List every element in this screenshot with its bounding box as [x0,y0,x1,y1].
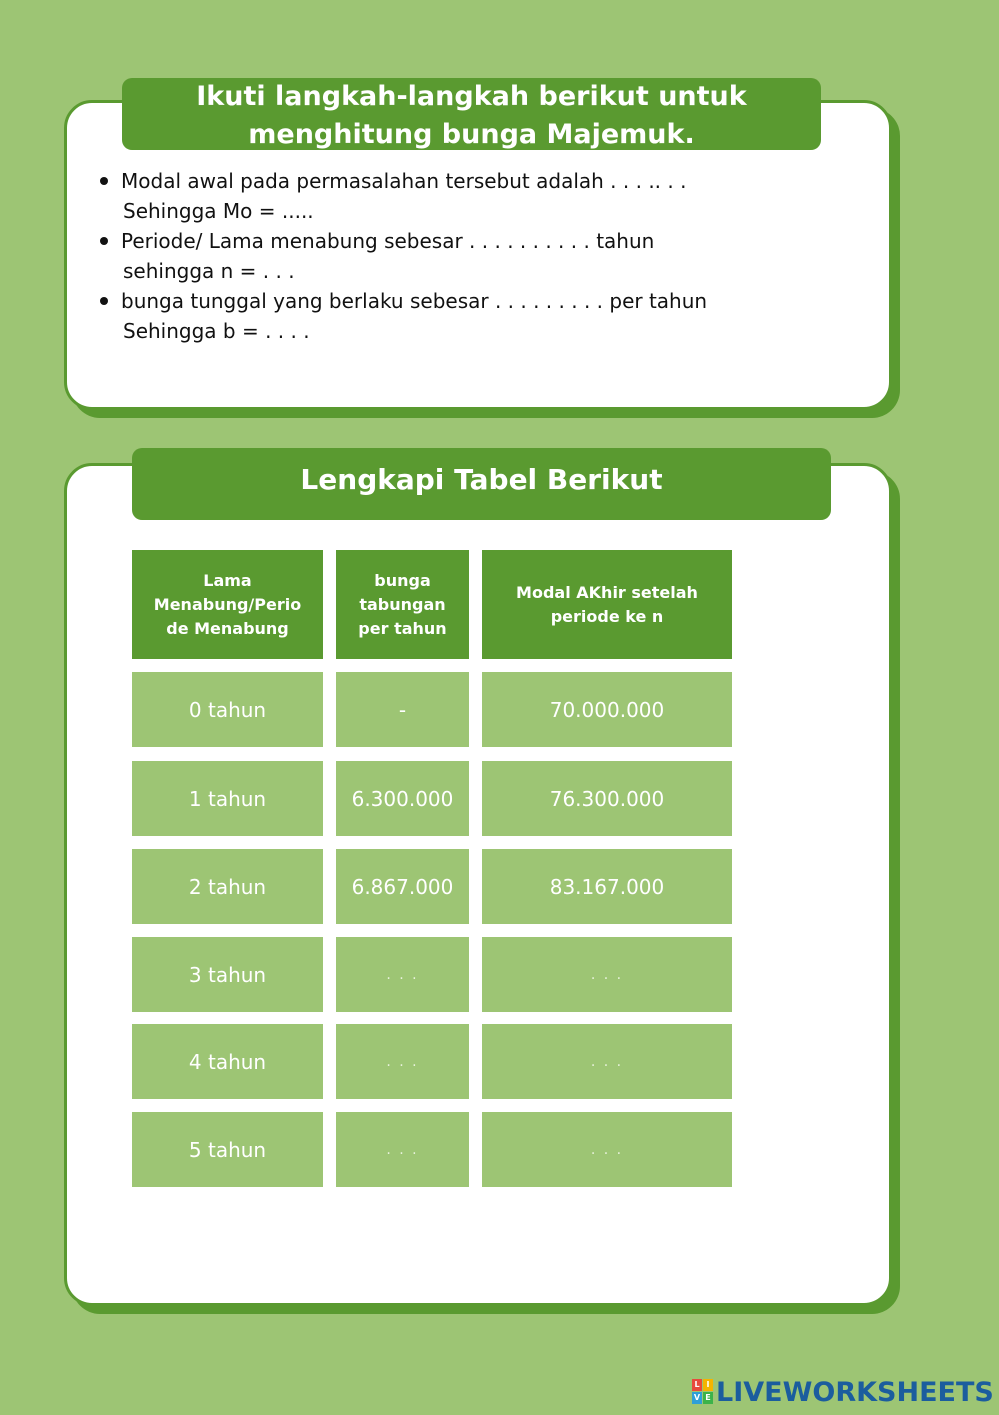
table-cell-final-capital: 76.300.000 [482,761,732,836]
logo-text: LIVEWORKSHEETS [716,1376,994,1408]
step-text: Modal awal pada permasalahan tersebut adalah . . . .. . . [121,169,687,193]
table-cell-period: 0 tahun [132,672,323,747]
bullet-icon [100,237,108,245]
step-text: bunga tunggal yang berlaku sebesar . . . . . . . . . per tahun [121,289,708,313]
table-header-interest: bunga tabungan per tahun [336,550,469,659]
table-cell-period: 1 tahun [132,761,323,836]
bullet-icon [100,297,108,305]
table-header-period: Lama Menabung/Perio de Menabung [132,550,323,659]
table-cell-final-capital: 70.000.000 [482,672,732,747]
answer-field-interest[interactable]: . . . [336,1112,469,1187]
table-cell-interest: - [336,672,469,747]
liveworksheets-logo-icon: L I V E [692,1379,714,1405]
steps-banner-line1: Ikuti langkah-langkah berikut untuk [196,81,747,112]
table-cell-interest: 6.300.000 [336,761,469,836]
list-item [98,166,798,226]
steps-banner-line2: menghitung bunga Majemuk. [248,119,695,150]
table-cell-final-capital: 83.167.000 [482,849,732,924]
table-cell-interest: 6.867.000 [336,849,469,924]
list-item [98,286,798,346]
step-subtext: Sehingga b = . . . . [123,319,310,343]
step-text: Periode/ Lama menabung sebesar . . . . . . . . . . tahun [121,229,655,253]
steps-list [98,166,798,346]
table-header-final-capital: Modal AKhir setelah periode ke n [482,550,732,659]
answer-field-final-capital[interactable]: . . . [482,937,732,1012]
step-subtext: Sehingga Mo = ..... [123,199,314,223]
answer-field-interest[interactable]: . . . [336,1024,469,1099]
answer-field-final-capital[interactable]: . . . [482,1024,732,1099]
answer-field-final-capital[interactable]: . . . [482,1112,732,1187]
table-cell-period: 3 tahun [132,937,323,1012]
table-banner: Lengkapi Tabel Berikut [132,448,831,520]
liveworksheets-logo [692,1376,994,1408]
step-subtext: sehingga n = . . . [123,259,295,283]
table-cell-period: 5 tahun [132,1112,323,1187]
answer-field-interest[interactable]: . . . [336,937,469,1012]
table-cell-period: 2 tahun [132,849,323,924]
bullet-icon [100,177,108,185]
table-cell-period: 4 tahun [132,1024,323,1099]
list-item [98,226,798,286]
steps-banner [122,78,821,150]
